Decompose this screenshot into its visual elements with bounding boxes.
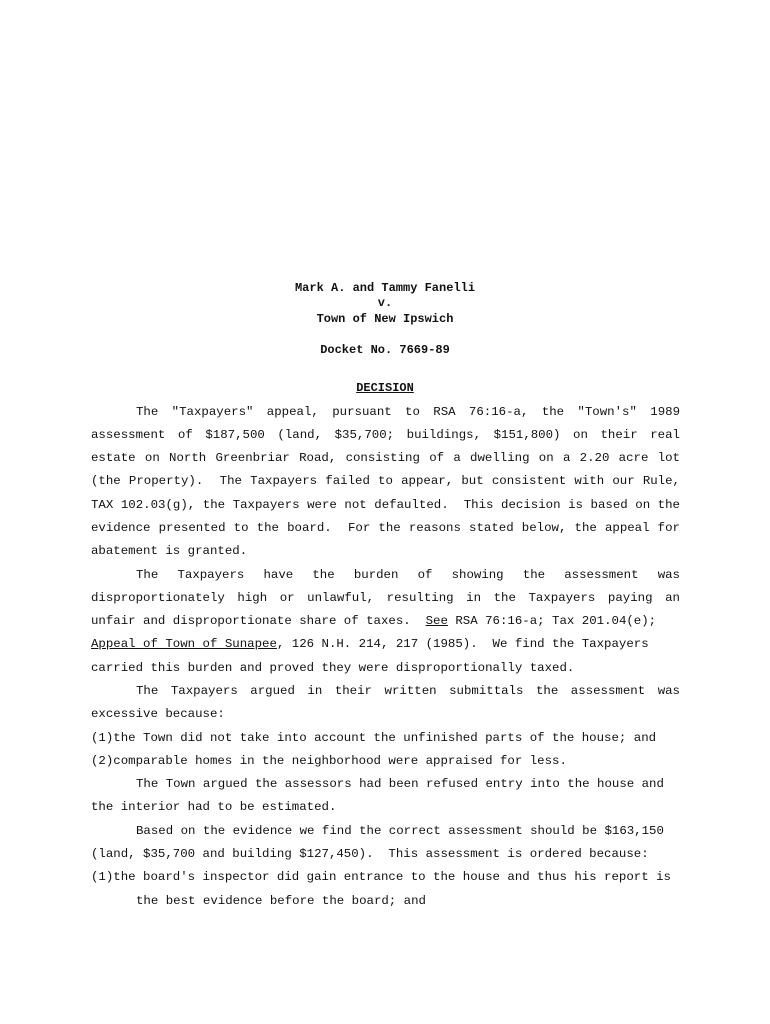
paragraph-line: The Taxpayers argued in their written submittals the assessment was bbox=[136, 684, 680, 698]
paragraph-line: The Town argued the assessors had been refused entry into the house and bbox=[136, 777, 664, 791]
paragraph-line bbox=[91, 613, 680, 629]
paragraph-line: excessive because: bbox=[91, 707, 225, 721]
paragraph-line: The "Taxpayers" appeal, pursuant to RSA 76:16-a, the "Town's" 1989 bbox=[136, 405, 680, 419]
case-citation: Appeal of Town of Sunapee bbox=[91, 637, 277, 651]
paragraph-line: abatement is granted. bbox=[91, 544, 248, 558]
paragraph-line: the interior had to be estimated. bbox=[91, 800, 337, 814]
text-run: RSA 76:16-a; Tax 201.04(e); bbox=[447, 614, 657, 628]
paragraph-line: (the Property). The Taxpayers failed to appear, but consistent with our Rule, bbox=[91, 474, 680, 488]
list-item: (2)comparable homes in the neighborhood were appraised for less. bbox=[91, 754, 567, 768]
paragraph-line bbox=[91, 636, 680, 652]
paragraph-line: The Taxpayers have the burden of showing the assessment was bbox=[136, 568, 680, 582]
paragraph-line: estate on North Greenbriar Road, consisting of a dwelling on a 2.20 acre lot bbox=[91, 451, 680, 465]
text-run: , 126 N.H. 214, 217 (1985). We find the Taxpayers bbox=[276, 637, 649, 651]
text-run: unfair and disproportionate share of taxes. bbox=[91, 614, 426, 628]
paragraph-line: disproportionately high or unlawful, resulting in the Taxpayers paying an bbox=[91, 591, 680, 605]
paragraph-line: evidence presented to the board. For the reasons stated below, the appeal for bbox=[91, 521, 680, 535]
paragraph-line: Based on the evidence we find the correct assessment should be $163,150 bbox=[136, 824, 664, 838]
decision-heading: DECISION bbox=[356, 381, 414, 395]
list-item: (1)the board's inspector did gain entrance to the house and thus his report is bbox=[91, 870, 671, 884]
caption-parties-taxpayers: Mark A. and Tammy Fanelli bbox=[294, 281, 476, 295]
paragraph-line: assessment of $187,500 (land, $35,700; buildings, $151,800) on their real bbox=[91, 428, 680, 442]
list-item-continuation: the best evidence before the board; and bbox=[136, 894, 426, 908]
paragraph-line: (land, $35,700 and building $127,450). This assessment is ordered because: bbox=[91, 847, 649, 861]
paragraph-line: carried this burden and proved they were disproportionally taxed. bbox=[91, 661, 575, 675]
list-item: (1)the Town did not take into account the unfinished parts of the house; and bbox=[91, 731, 657, 745]
citation-signal-see: See bbox=[425, 614, 448, 628]
caption-parties-town: Town of New Ipswich bbox=[316, 312, 454, 326]
paragraph-line: TAX 102.03(g), the Taxpayers were not defaulted. This decision is based on the bbox=[91, 498, 680, 512]
docket-number: Docket No. 7669-89 bbox=[320, 343, 450, 357]
caption-versus: v. bbox=[377, 296, 393, 310]
